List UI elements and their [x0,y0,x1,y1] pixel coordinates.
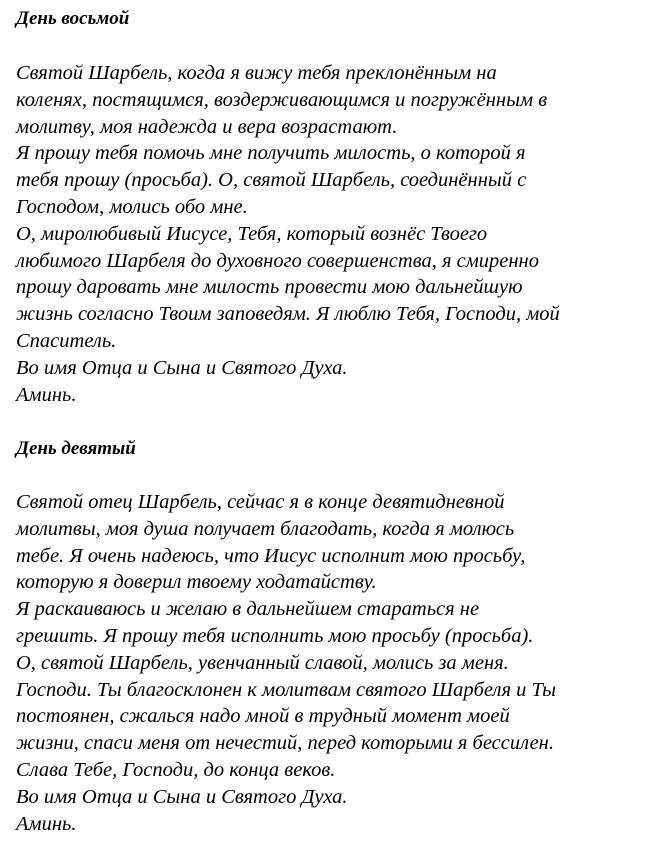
prayer-line: жизнь согласно Твоим заповедям. Я люблю Тебя, Господи, мой [16,303,560,326]
day-nine-heading: День девятый [16,438,136,459]
prayer-line: Господи. Ты благосклонен к молитвам святого Шарбеля и Ты [16,678,557,701]
prayer-line: тебя прошу (просьба). О, святой Шарбель, соединённый с [16,169,527,192]
prayer-line: Я прошу тебя помочь мне получить милость, о которой я [16,142,526,165]
prayer-line: жизни, спаси меня от нечестий, перед которыми я бессилен. [16,732,554,755]
prayer-line: Господом, молись обо мне. [16,195,248,218]
prayer-line: Святой отец Шарбель, сейчас я в конце девятидневной [16,491,505,513]
prayer-line: Во имя Отца и Сына и Святого Духа. [16,785,348,808]
prayer-line: которую я доверил твоему ходатайству. [16,571,377,594]
day-eight-prayer [16,60,560,408]
day-eight-heading: День восьмой [16,8,130,29]
prayer-line: Аминь. [16,383,77,406]
prayer-line: коленях, постящимся, воздерживающимся и погружённым в [16,88,548,111]
prayer-line: постоянен, сжалься надо мной в трудный момент моей [16,705,510,728]
day-nine-prayer [16,489,556,837]
prayer-line: молитвы, моя душа получает благодать, когда я молюсь [16,517,515,540]
prayer-line: Святой Шарбель, когда я вижу тебя преклонённым на [16,62,497,84]
prayer-line: О, святой Шарбель, увенчанный славой, молись за меня. [16,651,509,674]
prayer-line: прошу даровать мне милость провести мою дальнейшую [16,276,523,299]
prayer-line: Аминь. [16,812,77,835]
prayer-line: Слава Тебе, Господи, до конца веков. [16,758,336,781]
prayer-line: грешить. Я прошу тебя исполнить мою просьбу (просьба). [16,624,534,647]
prayer-line: О, миролюбивый Иисусе, Тебя, который вознёс Твоего [16,222,488,245]
prayer-line: молитву, моя надежда и вера возрастают. [16,115,398,138]
prayer-line: любимого Шарбеля до духовного совершенства, я смиренно [16,249,539,272]
prayer-line: Я раскаиваюсь и желаю в дальнейшем стараться не [16,598,480,621]
prayer-line: Во имя Отца и Сына и Святого Духа. [16,356,348,379]
prayer-line: Спаситель. [16,329,117,352]
prayer-line: тебе. Я очень надеюсь, что Иисус исполнит мою просьбу, [16,544,526,567]
